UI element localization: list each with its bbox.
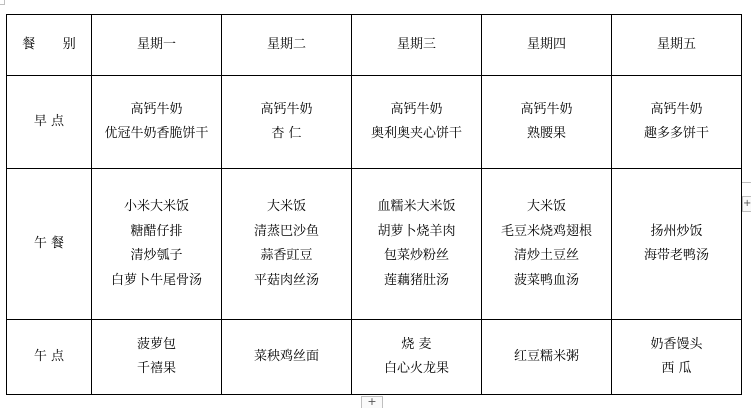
dish-item: 白心火龙果 [383,361,449,376]
dish-item: 高钙牛奶 [260,101,313,117]
dish-item: 包菜炒粉丝 [383,248,449,263]
dish-item: 千禧果 [136,361,176,376]
dish-item: 蒜香豇豆 [260,248,313,263]
page-corner-marker [0,0,5,5]
menu-cell [222,169,352,320]
dish-item: 菠菜鸭血汤 [513,272,579,288]
menu-cell [352,320,482,395]
menu-cell [352,169,482,320]
dish-item: 菠萝包 [136,336,176,352]
dish-item: 高钙牛奶 [520,101,573,117]
table-row-lunch [7,169,742,320]
dish-item: 清蒸巴沙鱼 [253,223,319,239]
add-row-button[interactable]: + [361,396,383,408]
table-row-afternoon-snack [7,320,742,395]
menu-cell [222,320,352,395]
header-meal-type [7,15,92,76]
menu-cell [92,320,222,395]
header-meal-type-label: 餐 别 [22,36,88,52]
dish-item: 大米饭 [266,199,306,214]
menu-cell [482,76,612,169]
menu-cell [612,169,742,320]
header-day-thu: 星期四 [482,15,612,76]
dish-item: 糖醋仔排 [130,223,183,239]
dish-item: 杏 仁 [271,126,302,141]
dish-item: 奥利奥夹心饼干 [370,126,462,141]
table-header-row [7,15,742,76]
table-row-breakfast [7,76,742,169]
meal-label-afternoon-snack: 午 点 [7,320,92,395]
menu-cell [482,320,612,395]
dish-item: 高钙牛奶 [130,101,183,117]
dish-item: 白萝卜牛尾骨汤 [110,272,202,288]
column-resize-handle[interactable]: + [742,196,751,212]
menu-cell [482,169,612,320]
dish-item: 奶香馒头 [650,336,703,352]
menu-cell [92,169,222,320]
dish-item: 胡萝卜烧羊肉 [377,223,456,239]
header-day-tue: 星期二 [222,15,352,76]
dish-item: 西 瓜 [661,361,692,376]
menu-cell [92,76,222,169]
dish-item: 优冠牛奶香脆饼干 [104,126,209,141]
dish-item: 毛豆米烧鸡翅根 [500,223,592,239]
menu-cell [612,320,742,395]
dish-item: 清炒瓠子 [130,248,183,263]
dish-item: 平菇肉丝汤 [253,272,319,288]
dish-item: 大米饭 [526,199,566,214]
header-day-fri: 星期五 [612,15,742,76]
meal-label-breakfast: 早 点 [7,76,92,169]
dish-item: 高钙牛奶 [650,101,703,117]
header-day-wed: 星期三 [352,15,482,76]
header-day-mon: 星期一 [92,15,222,76]
dish-item: 菜秧鸡丝面 [253,348,319,364]
dish-item: 海带老鸭汤 [643,248,709,263]
dish-item: 清炒土豆丝 [513,248,579,263]
menu-cell [352,76,482,169]
meal-label-lunch: 午 餐 [7,169,92,320]
dish-item: 高钙牛奶 [390,101,443,117]
dish-item: 莲藕猪肚汤 [383,272,449,288]
menu-cell [612,76,742,169]
dish-item: 小米大米饭 [123,199,189,214]
dish-item: 红豆糯米粥 [513,348,579,364]
table-side-edge [742,182,751,183]
dish-item: 趣多多饼干 [643,126,709,141]
dish-item: 扬州炒饭 [650,223,703,239]
menu-cell [222,76,352,169]
weekly-menu-table [6,14,742,395]
dish-item: 烧 麦 [401,336,432,352]
dish-item: 熟腰果 [526,126,566,141]
dish-item: 血糯米大米饭 [377,199,456,214]
